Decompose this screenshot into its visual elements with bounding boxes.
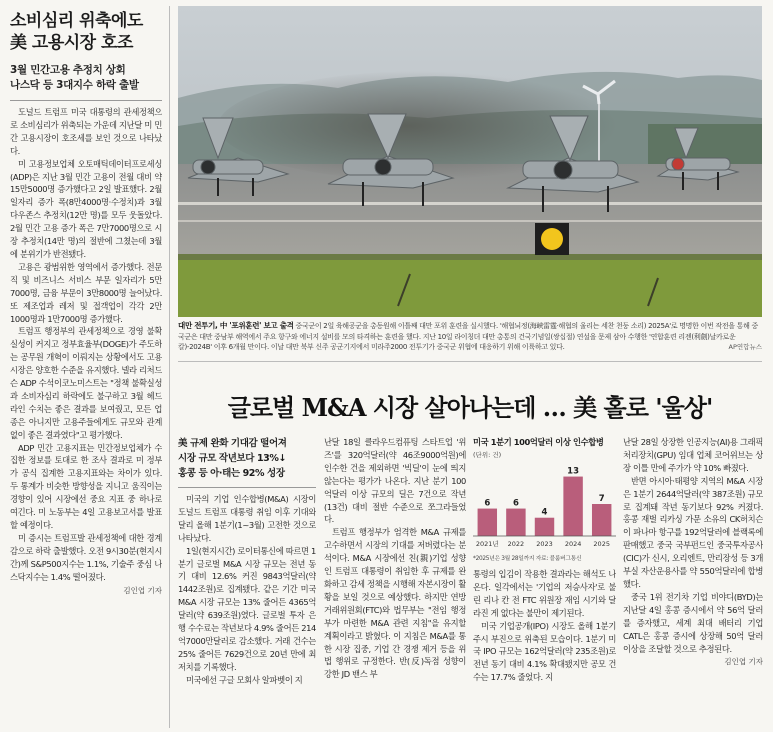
paragraph: 미 증시는 트럼프발 관세정책에 대한 경계감으로 하락 출발했다. 오전 9시30분(현지시간)께 S&P500지수는 1.1%, 기술주 중심 나스닥지수는 1.4% 떨어졌다.	[10, 532, 162, 582]
chart-tick-label: 2023	[536, 540, 553, 548]
paragraph: 미국의 기업 인수합병(M&A) 시장이 도널드 트럼프 대통령 취임 이후 기대와 달리 올해 1분기(1~3월) 고전한 것으로 나타났다.	[178, 494, 316, 543]
chart-bar-2024	[563, 477, 582, 536]
chart-data-label: 6	[484, 498, 491, 509]
chart-data-label: 13	[567, 466, 580, 477]
paragraph: 반면 아시아·태평양 지역의 M&A 시장은 1분기 2644억달러(약 387조원) 규모로 집계돼 작년 동기보다 92% 커졌다. 홍콩 재벌 리카싱 가문 소유의 CK허치슨이 파나마 항구를 192억달러에 블랙록에 판매했고 중국 국부펀드인 중국투자공사(CIC)가 신시, 오리엔트, 만리장성 등 3개 부실 자산운용사를 약 550억달러에 합병했다.	[623, 475, 763, 589]
paragraph: 미국에선 구글 모회사 알파벳이 지	[186, 674, 303, 685]
divider	[10, 100, 162, 101]
main-byline: 김인엽 기자	[724, 657, 763, 667]
paragraph: 난달 28일 상장한 인공지능(AI)용 그래픽처리장치(GPU) 임대 업체 코어위브는 상장 이틀 만에 주가가 약 10% 빠졌다.	[623, 437, 763, 473]
runway-sign	[535, 223, 569, 255]
chart-title: 미국 1분기 100억달러 이상 인수합병	[473, 437, 604, 447]
left-headline-line2: 美 고용시장 호조	[10, 33, 133, 53]
article-column-2	[324, 436, 466, 728]
paragraph: 미 고용정보업체 오토매틱데이터프로세싱(ADP)은 지난 3월 민간 고용이 전월 대비 약 15만5000명 증가했다고 2일 발표했다. 2월 일자리 증가 폭(8만4000명·수정치)과 3월 다우존스 추정치(12만 명)를 모두 웃돌았다. 2월 민간 고용 증가 폭은 7만7000명으로 시장 추정치(14만 명)의 절반에 그쳤는데 3월에 분위기가 반전됐다.	[10, 158, 162, 259]
chart-bar-2025	[592, 504, 611, 536]
article-column-3	[473, 568, 616, 728]
left-subhead-line1: 3월 민간고용 추정치 상회	[10, 64, 126, 76]
left-article-body	[10, 106, 162, 584]
left-subhead-line2: 나스닥 등 3대지수 하락 출발	[10, 79, 139, 91]
left-article	[10, 10, 162, 725]
chart-data-label: 6	[512, 498, 519, 509]
section-divider	[178, 361, 762, 362]
paragraph: 통령의 입김이 작용한 결과라는 해석도 나온다. 일각에서는 '기업의 저승사자'로 불린 리나 칸 전 FTC 위원장 재임 시기와 달라진 게 없다는 불만이 제기된다.	[473, 569, 616, 618]
caption-text: 중국군이 2일 육해공군을 총동원해 이틀째 대만 포위 훈련을 실시했다. '해협뇌정(海峽雷霆·해협의 울리는 세찬 천둥 소리) 2025A'로 명명한 이번 작전을 통해 중국군은 대만 중남부 해역에서 주요 항구와 에너지 설비를 모의 타격하는 훈련을 했다. 지난 10일 라이칭더 대만 총통의 건국기념일(쌍십절) 연설을 문제 삼아 수행한 '연합훈련 리젠(利劍)날카로운 칼)-2024B' 이후 6개월 만이다. 이날 대만 북부 신주 공군기지에서 미라주2000 전투기가 중국군 위협에 대응하기 위해 이륙하고 있다.	[178, 322, 758, 351]
paragraph: 도널드 트럼프 미국 대통령의 관세정책으로 소비심리가 위축되는 가운데 지난달 미 민간 고용시장이 호조세를 보인 것으로 나타났다.	[10, 107, 162, 156]
left-headline-line1: 소비심리 위축에도	[10, 11, 143, 31]
chart-bar-2021년	[478, 509, 497, 536]
article-body	[623, 436, 763, 655]
subhead-line: 시장 규모 작년보다 13%↓	[178, 453, 287, 464]
article-column-4	[623, 436, 763, 728]
chart-data-label: 7	[598, 494, 605, 504]
subhead-line: 홍콩 등 아·태는 92% 성장	[178, 468, 285, 479]
chart-unit: (단위: 건)	[473, 451, 502, 459]
bar-chart	[473, 436, 616, 565]
news-photo-fighter-jets	[178, 6, 762, 317]
paragraph: ADP 민간 고용지표는 민간정보업체가 수집한 정보를 토대로 한 조사 결과로 미 정부가 공식 집계한 고용지표와는 차이가 있다. 두 통계가 비슷한 방향성을 지니고 움직이는 경향이 있어 시장에선 중요 지표 중 하나로 여긴다. 미 노동부는 4일 고용보고서를 발표할 예정이다.	[10, 442, 162, 530]
subhead-line: 美 규제 완화 기대감 떨어져	[178, 438, 287, 449]
article-body	[473, 568, 616, 684]
paragraph: 고용은 광범위한 영역에서 증가했다. 전문직 및 비즈니스 서비스 부문 일자리가 5만7000명, 금융 부문이 3만8000명 늘어났다. 또 제조업과 레저 및 접객업이 각각 2만1000명과 1만7000명 증가했다.	[10, 261, 162, 324]
paragraph: 미국 기업공개(IPO) 시장도 올해 1분기 주시 부진으로 위축된 모습이다. 1분기 미국 IPO 규모는 162억달러(약 235조원)로 전년 동기 대비 4.1% 확대됐지만 공모 건수는 17.7% 줄었다. 지	[473, 620, 616, 683]
article-column-1	[178, 436, 316, 728]
main-headline: 글로벌 M&A 시장 살아나는데 … 美 홀로 '울상'	[227, 393, 713, 422]
paragraph: 난달 18일 클라우드컴퓨팅 스타트업 '위즈'를 320억달러(약 46조9000억원)에 인수한 건을 제외하면 '빅딜'이 눈에 띄지 않는다는 평가가 나온다. 지난 분기 100억달러 이상 규모의 딜은 7건으로 작년(13건) 대비 절반 수준으로 쪼그라들었다.	[324, 437, 466, 525]
left-byline: 김인엽 기자	[123, 585, 162, 595]
chart-tick-label: 2024	[564, 540, 582, 548]
chart-bar-2023	[535, 518, 554, 536]
chart-tick-label: 2025	[593, 540, 610, 548]
divider	[178, 487, 316, 488]
chart-note: *2025년은 3월 28일까지 자료: 블룸버그통신	[473, 556, 582, 562]
photo-credit: AP연합뉴스	[728, 343, 762, 351]
paragraph: 트럼프 행정부의 관세정책으로 경영 불확실성이 커지고 정부효율부(DOGE)가 주도하는 공무원 개혁이 이뤄지는 상황에서도 고용시장은 양호한 수준을 유지했다. 넬라 리처드슨 ADP 수석이코노미스트는 "정책 불확실성과 소비자심리 하락에도 불구하고 3월 헤드라인 수치는 좋은 결과를 보여줬고, 모든 업종은 아니지만 고용주들에게도 규모와 관계없이 좋은 결과였다"고 평가했다.	[10, 326, 162, 440]
chart-bar-2022	[506, 509, 525, 536]
chart-tick-label: 2022	[507, 540, 525, 548]
article-body	[324, 436, 466, 681]
paragraph: 중국 1위 전기차 기업 비야디(BYD)는 지난달 4일 홍콩 증시에서 약 56억 달러를 증자했고, 세계 최대 배터리 기업 CATL은 홍콩 증시에 상장해 50억 달러 이상을 조달할 것으로 추정된다.	[623, 591, 763, 654]
chart-plot	[473, 458, 616, 553]
article-body	[178, 493, 316, 687]
chart-data-label: 4	[541, 507, 548, 518]
paragraph: 트럼프 행정부가 엄격한 M&A 규제를 고수하면서 시장의 기대를 저버렸다는 분석이다. M&A 시장에선 친(親)기업 성향인 트럼프 대통령이 취임한 후 규제를 완화하고 감세 정책을 시행해 자본시장이 활황을 보일 것으로 예상했다. 하지만 연방거래위원회(FTC)와 법무부는 "전임 행정부가 마련한 M&A 관련 지침"을 유지할 계획이라고 밝혔다. 이 지침은 M&A를 통한 시장 집중, 기업 간 경쟁 제거 등을 위법 행위로 규정한다. 반(反)독점 성향이 강한 JD 밴스 부	[324, 527, 466, 680]
paragraph: 1일(현지시간) 로이터통신에 따르면 1분기 글로벌 M&A 시장 규모는 전년 동기 대비 12.6% 커진 9843억달러(약 1442조원)로 집계됐다. 같은 기간 미국 M&A 시장 규모는 13% 줄어든 4365억달러(약 639조원)였다. 글로벌 투자 은행 수수료는 작년보다 4.9% 줄어든 214억7000만달러로 감소했다. 거래 건수는 25% 줄어든 7629건으로 20년 만에 최저치를 기록했다.	[178, 545, 316, 672]
photo-caption	[178, 321, 762, 353]
column-divider	[169, 6, 170, 728]
chart-tick-label: 2021년	[475, 540, 499, 548]
caption-title: 대만 전투기, 中 '포위훈련' 보고 출격	[178, 321, 294, 330]
